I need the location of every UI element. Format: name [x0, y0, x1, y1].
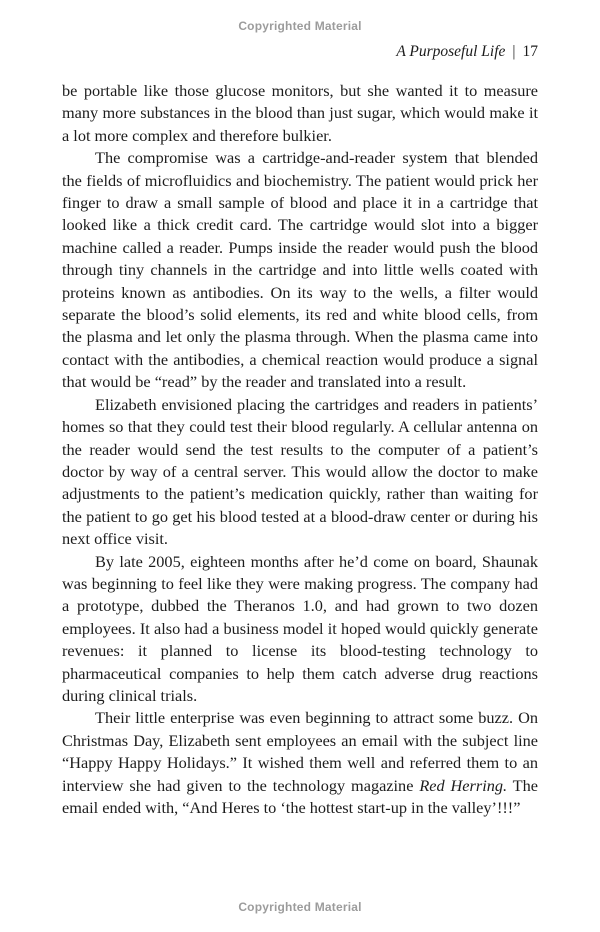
text-run: be portable like those glucose monitors, but she wanted it to measure many more substances in the blood than just sugar, which would make it a lot more complex and therefore bulkier.: [62, 81, 538, 145]
text-run: By late 2005, eighteen months after he’d come on board, Shaunak was beginning to feel like they were making progress. The company had a prototype, dubbed the Theranos 1.0, and had grown to two dozen employees. It also had a business model it hoped would quickly generate revenues: it planned to license its blood-testing technology to pharmaceutical companies to help them catch adverse drug reactions during clinical trials.: [62, 551, 538, 705]
paragraph: [62, 551, 538, 708]
text-run: The email ended with, “And Heres to ‘the hottest start-up in the valley’!!!”: [62, 775, 538, 817]
running-header: [62, 43, 538, 61]
page-number: 17: [522, 43, 538, 60]
paragraph: [62, 707, 538, 819]
chapter-title: A Purposeful Life: [396, 43, 506, 60]
paragraph: [62, 147, 538, 393]
text-run: Their little enterprise was even beginning to attract some buzz. On Christmas Day, Elizabeth sent employees an email with the subject line “Happy Happy Holidays.” It wished them well and referred them to an interview she had given to the technology magazine: [62, 708, 538, 795]
copyright-notice-top: Copyrighted Material: [238, 19, 362, 33]
text-run: Elizabeth envisioned placing the cartridges and readers in patients’ homes so that they could test their blood regularly. A cellular antenna on the reader would send the test results to the computer of a patient’s doctor by way of a central server. This would allow the doctor to make adjustments to the patient’s medication quickly, rather than waiting for the patient to go get his blood tested at a blood-draw center or during his next office visit.: [62, 394, 538, 549]
italic-text-run: Red Herring.: [419, 775, 508, 795]
paragraph: [62, 80, 538, 147]
body-text: [62, 80, 538, 819]
text-run: The compromise was a cartridge-and-reader system that blended the fields of microfluidics and biochemistry. The patient would prick her finger to draw a small sample of blood and place it in a cartridge that looked like a thick credit card. The cartridge would slot into a bigger machine called a reader. Pumps inside the reader would push the blood through tiny channels in the cartridge and into little wells coated with proteins known as antibodies. On its way to the wells, a filter would separate the blood’s solid elements, its red and white blood cells, from the plasma and let only the plasma through. When the plasma came into contact with the antibodies, a chemical reaction would produce a signal that would be “read” by the reader and translated into a result.: [62, 148, 538, 392]
copyright-notice-bottom: Copyrighted Material: [238, 900, 362, 914]
header-separator: |: [512, 43, 516, 60]
paragraph: [62, 394, 538, 551]
